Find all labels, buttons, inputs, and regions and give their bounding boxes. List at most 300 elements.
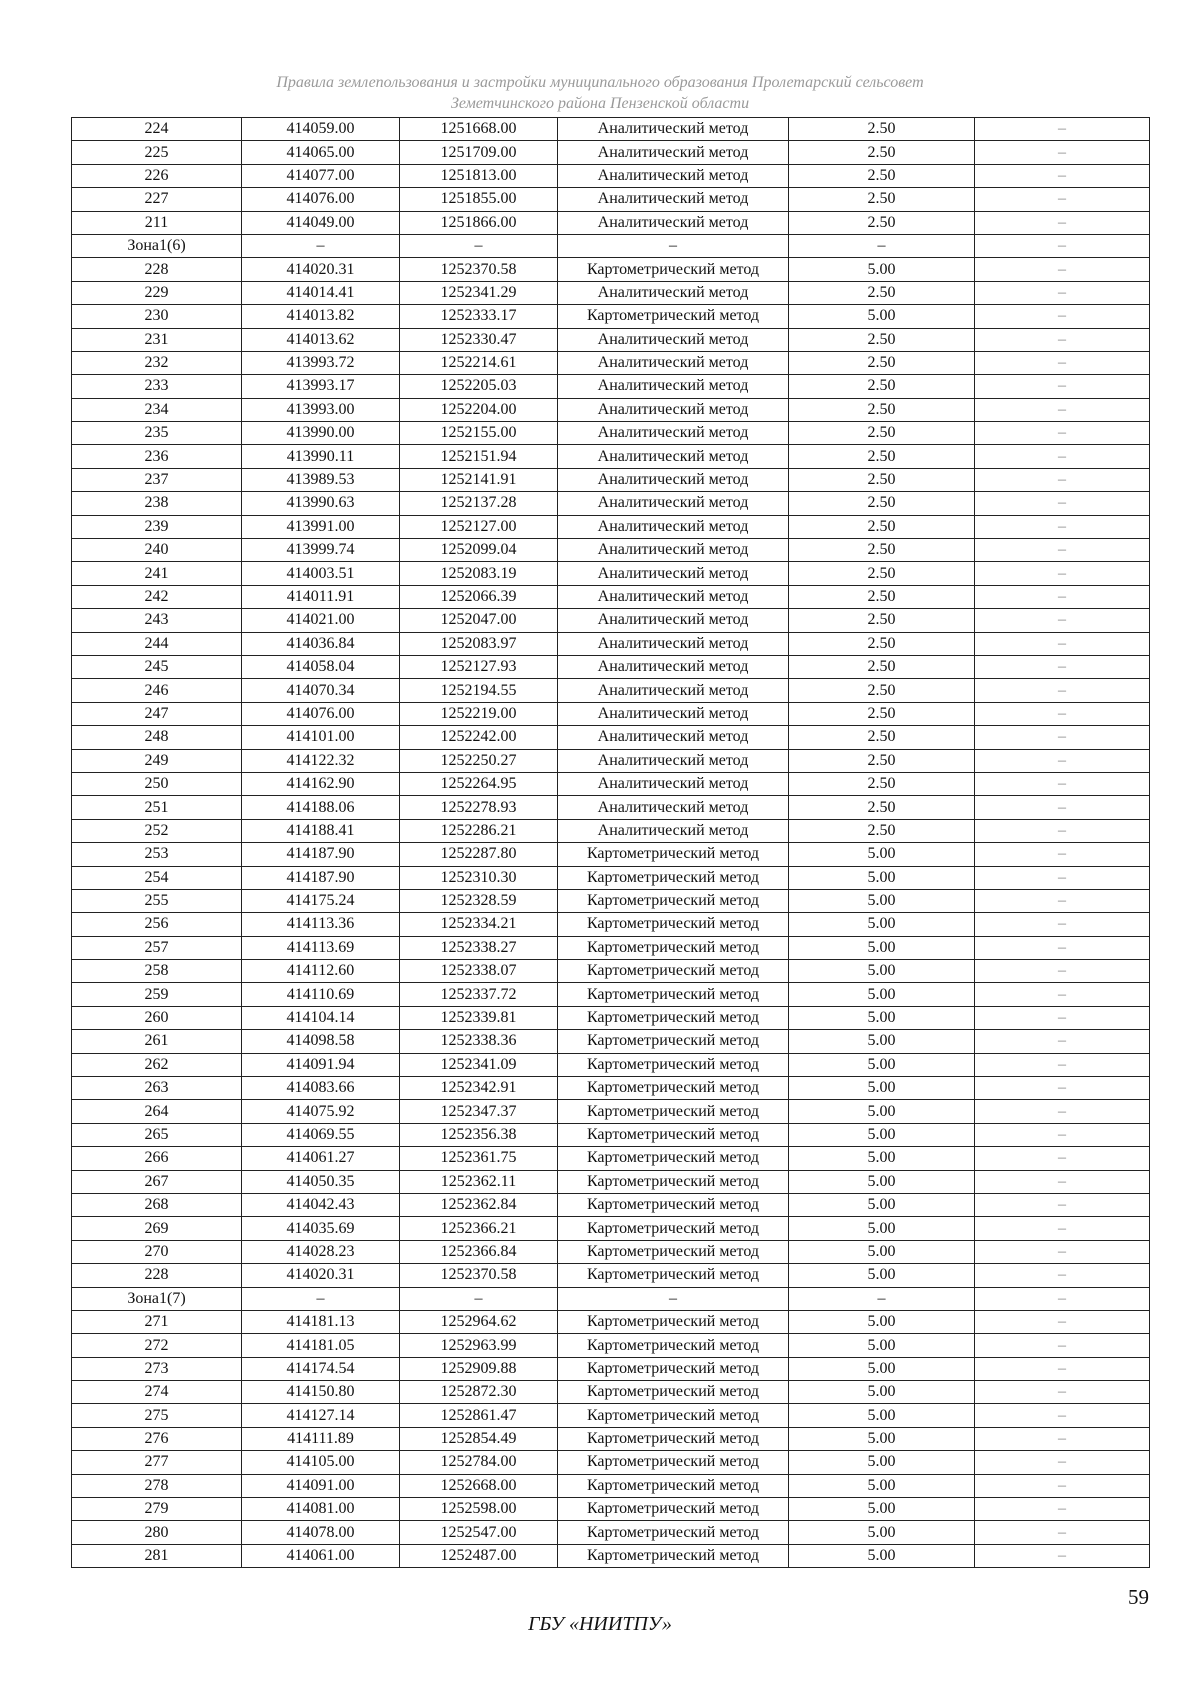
table-row <box>72 749 1150 772</box>
note-cell: – <box>975 1147 1150 1170</box>
point-number-cell: 268 <box>72 1193 242 1216</box>
method-cell: Картометрический метод <box>558 983 789 1006</box>
x-coordinate-cell: 414058.04 <box>242 655 400 678</box>
table-row <box>72 1077 1150 1100</box>
note-cell: – <box>975 188 1150 211</box>
y-coordinate-cell: 1252099.04 <box>400 539 558 562</box>
note-cell: – <box>975 1077 1150 1100</box>
table-row <box>72 936 1150 959</box>
accuracy-cell: 2.50 <box>789 819 975 842</box>
y-coordinate-cell: 1252083.97 <box>400 632 558 655</box>
x-coordinate-cell: 414105.00 <box>242 1451 400 1474</box>
note-cell: – <box>975 1287 1150 1310</box>
note-cell: – <box>975 1030 1150 1053</box>
point-number-cell: 224 <box>72 118 242 141</box>
accuracy-cell: 2.50 <box>789 749 975 772</box>
note-cell: – <box>975 328 1150 351</box>
table-row <box>72 609 1150 632</box>
note-cell: – <box>975 375 1150 398</box>
point-number-cell: 276 <box>72 1427 242 1450</box>
y-coordinate-cell: 1251668.00 <box>400 118 558 141</box>
method-cell: Аналитический метод <box>558 141 789 164</box>
point-number-cell: Зона1(6) <box>72 234 242 257</box>
point-number-cell: 230 <box>72 305 242 328</box>
note-cell: – <box>975 422 1150 445</box>
accuracy-cell: 5.00 <box>789 1240 975 1263</box>
method-cell: Аналитический метод <box>558 211 789 234</box>
table-row <box>72 422 1150 445</box>
coordinates-table-body <box>72 118 1150 1568</box>
table-row <box>72 796 1150 819</box>
x-coordinate-cell: 414013.62 <box>242 328 400 351</box>
accuracy-cell: 5.00 <box>789 1521 975 1544</box>
method-cell: Картометрический метод <box>558 960 789 983</box>
method-cell: Аналитический метод <box>558 796 789 819</box>
accuracy-cell: 2.50 <box>789 188 975 211</box>
accuracy-cell: 5.00 <box>789 960 975 983</box>
method-cell: Картометрический метод <box>558 305 789 328</box>
y-coordinate-cell: 1252362.84 <box>400 1193 558 1216</box>
table-row <box>72 1357 1150 1380</box>
note-cell: – <box>975 1334 1150 1357</box>
point-number-cell: 232 <box>72 351 242 374</box>
point-number-cell: 272 <box>72 1334 242 1357</box>
accuracy-cell: – <box>789 1287 975 1310</box>
point-number-cell: 273 <box>72 1357 242 1380</box>
accuracy-cell: 5.00 <box>789 1404 975 1427</box>
x-coordinate-cell: 414122.32 <box>242 749 400 772</box>
accuracy-cell: 5.00 <box>789 1264 975 1287</box>
point-number-cell: 229 <box>72 281 242 304</box>
y-coordinate-cell: 1252250.27 <box>400 749 558 772</box>
method-cell: Картометрический метод <box>558 1170 789 1193</box>
point-number-cell: 233 <box>72 375 242 398</box>
x-coordinate-cell: – <box>242 1287 400 1310</box>
point-number-cell: 275 <box>72 1404 242 1427</box>
table-row <box>72 398 1150 421</box>
point-number-cell: 267 <box>72 1170 242 1193</box>
y-coordinate-cell: 1252487.00 <box>400 1544 558 1567</box>
note-cell: – <box>975 281 1150 304</box>
accuracy-cell: 2.50 <box>789 609 975 632</box>
method-cell: Картометрический метод <box>558 1077 789 1100</box>
note-cell: – <box>975 1451 1150 1474</box>
table-row <box>72 1123 1150 1146</box>
note-cell: – <box>975 445 1150 468</box>
method-cell: Аналитический метод <box>558 468 789 491</box>
table-row <box>72 492 1150 515</box>
note-cell: – <box>975 258 1150 281</box>
note-cell: – <box>975 1427 1150 1450</box>
method-cell: Картометрический метод <box>558 258 789 281</box>
y-coordinate-cell: 1252333.17 <box>400 305 558 328</box>
point-number-cell: 253 <box>72 843 242 866</box>
method-cell: Аналитический метод <box>558 492 789 515</box>
table-row <box>72 819 1150 842</box>
note-cell: – <box>975 819 1150 842</box>
x-coordinate-cell: 414110.69 <box>242 983 400 1006</box>
point-number-cell: 247 <box>72 702 242 725</box>
y-coordinate-cell: 1251709.00 <box>400 141 558 164</box>
y-coordinate-cell: 1252370.58 <box>400 1264 558 1287</box>
y-coordinate-cell: 1252784.00 <box>400 1451 558 1474</box>
y-coordinate-cell: 1252328.59 <box>400 889 558 912</box>
note-cell: – <box>975 398 1150 421</box>
note-cell: – <box>975 1100 1150 1123</box>
y-coordinate-cell: 1252047.00 <box>400 609 558 632</box>
y-coordinate-cell: 1252219.00 <box>400 702 558 725</box>
method-cell: Картометрический метод <box>558 1240 789 1263</box>
note-cell: – <box>975 1474 1150 1497</box>
accuracy-cell: 5.00 <box>789 889 975 912</box>
table-row <box>72 655 1150 678</box>
y-coordinate-cell: 1252338.27 <box>400 936 558 959</box>
table-row <box>72 772 1150 795</box>
point-number-cell: 258 <box>72 960 242 983</box>
accuracy-cell: 2.50 <box>789 796 975 819</box>
point-number-cell: 235 <box>72 422 242 445</box>
x-coordinate-cell: 414013.82 <box>242 305 400 328</box>
note-cell: – <box>975 772 1150 795</box>
note-cell: – <box>975 632 1150 655</box>
point-number-cell: 259 <box>72 983 242 1006</box>
accuracy-cell: 2.50 <box>789 702 975 725</box>
method-cell: Картометрический метод <box>558 936 789 959</box>
accuracy-cell: 5.00 <box>789 258 975 281</box>
note-cell: – <box>975 936 1150 959</box>
method-cell: Картометрический метод <box>558 1404 789 1427</box>
note-cell: – <box>975 1240 1150 1263</box>
note-cell: – <box>975 234 1150 257</box>
method-cell: Картометрический метод <box>558 1498 789 1521</box>
y-coordinate-cell: 1252338.36 <box>400 1030 558 1053</box>
accuracy-cell: 2.50 <box>789 328 975 351</box>
method-cell: Аналитический метод <box>558 632 789 655</box>
x-coordinate-cell: 414175.24 <box>242 889 400 912</box>
point-number-cell: 264 <box>72 1100 242 1123</box>
x-coordinate-cell: 413990.11 <box>242 445 400 468</box>
point-number-cell: Зона1(7) <box>72 1287 242 1310</box>
note-cell: – <box>975 1498 1150 1521</box>
table-row <box>72 1451 1150 1474</box>
y-coordinate-cell: 1252668.00 <box>400 1474 558 1497</box>
table-row <box>72 632 1150 655</box>
method-cell: Аналитический метод <box>558 398 789 421</box>
accuracy-cell: 2.50 <box>789 492 975 515</box>
method-cell: Аналитический метод <box>558 655 789 678</box>
accuracy-cell: 5.00 <box>789 1544 975 1567</box>
accuracy-cell: 2.50 <box>789 281 975 304</box>
accuracy-cell: 2.50 <box>789 632 975 655</box>
note-cell: – <box>975 468 1150 491</box>
x-coordinate-cell: 414042.43 <box>242 1193 400 1216</box>
accuracy-cell: 5.00 <box>789 843 975 866</box>
note-cell: – <box>975 562 1150 585</box>
accuracy-cell: 5.00 <box>789 1193 975 1216</box>
point-number-cell: 231 <box>72 328 242 351</box>
note-cell: – <box>975 1217 1150 1240</box>
point-number-cell: 256 <box>72 913 242 936</box>
point-number-cell: 260 <box>72 1006 242 1029</box>
method-cell: Аналитический метод <box>558 422 789 445</box>
accuracy-cell: 2.50 <box>789 398 975 421</box>
point-number-cell: 236 <box>72 445 242 468</box>
note-cell: – <box>975 1123 1150 1146</box>
point-number-cell: 246 <box>72 679 242 702</box>
table-row <box>72 843 1150 866</box>
y-coordinate-cell: 1251855.00 <box>400 188 558 211</box>
y-coordinate-cell: 1252214.61 <box>400 351 558 374</box>
note-cell: – <box>975 983 1150 1006</box>
point-number-cell: 245 <box>72 655 242 678</box>
table-row <box>72 515 1150 538</box>
accuracy-cell: 5.00 <box>789 1381 975 1404</box>
accuracy-cell: 2.50 <box>789 655 975 678</box>
y-coordinate-cell: 1252127.00 <box>400 515 558 538</box>
method-cell: Картометрический метод <box>558 1006 789 1029</box>
point-number-cell: 278 <box>72 1474 242 1497</box>
note-cell: – <box>975 866 1150 889</box>
x-coordinate-cell: 414181.05 <box>242 1334 400 1357</box>
method-cell: Картометрический метод <box>558 889 789 912</box>
x-coordinate-cell: 414061.00 <box>242 1544 400 1567</box>
note-cell: – <box>975 1170 1150 1193</box>
accuracy-cell: 5.00 <box>789 983 975 1006</box>
accuracy-cell: 2.50 <box>789 375 975 398</box>
y-coordinate-cell: 1252366.21 <box>400 1217 558 1240</box>
accuracy-cell: 2.50 <box>789 468 975 491</box>
table-row <box>72 1310 1150 1333</box>
y-coordinate-cell: – <box>400 1287 558 1310</box>
method-cell: Картометрический метод <box>558 1053 789 1076</box>
y-coordinate-cell: 1252362.11 <box>400 1170 558 1193</box>
table-row <box>72 1170 1150 1193</box>
method-cell: Картометрический метод <box>558 913 789 936</box>
header-line-1: Правила землепользования и застройки муниципального образования Пролетарский сельсовет <box>276 74 924 91</box>
y-coordinate-cell: 1252141.91 <box>400 468 558 491</box>
x-coordinate-cell: 414111.89 <box>242 1427 400 1450</box>
accuracy-cell: 5.00 <box>789 305 975 328</box>
point-number-cell: 281 <box>72 1544 242 1567</box>
accuracy-cell: 5.00 <box>789 1100 975 1123</box>
accuracy-cell: 5.00 <box>789 1357 975 1380</box>
coordinates-table <box>71 117 1150 1568</box>
table-row <box>72 539 1150 562</box>
point-number-cell: 237 <box>72 468 242 491</box>
accuracy-cell: 5.00 <box>789 1310 975 1333</box>
note-cell: – <box>975 702 1150 725</box>
y-coordinate-cell: 1252341.09 <box>400 1053 558 1076</box>
organization-footer: ГБУ «НИИТПУ» <box>528 1613 672 1635</box>
point-number-cell: 252 <box>72 819 242 842</box>
x-coordinate-cell: 414078.00 <box>242 1521 400 1544</box>
y-coordinate-cell: 1252909.88 <box>400 1357 558 1380</box>
y-coordinate-cell: 1252598.00 <box>400 1498 558 1521</box>
method-cell: Картометрический метод <box>558 866 789 889</box>
table-row <box>72 1498 1150 1521</box>
table-row <box>72 1334 1150 1357</box>
y-coordinate-cell: 1252286.21 <box>400 819 558 842</box>
accuracy-cell: 5.00 <box>789 1451 975 1474</box>
method-cell: Аналитический метод <box>558 562 789 585</box>
x-coordinate-cell: 414014.41 <box>242 281 400 304</box>
x-coordinate-cell: 414081.00 <box>242 1498 400 1521</box>
method-cell: Картометрический метод <box>558 1427 789 1450</box>
x-coordinate-cell: 414187.90 <box>242 866 400 889</box>
accuracy-cell: 5.00 <box>789 1474 975 1497</box>
y-coordinate-cell: – <box>400 234 558 257</box>
y-coordinate-cell: 1252339.81 <box>400 1006 558 1029</box>
note-cell: – <box>975 726 1150 749</box>
method-cell: Аналитический метод <box>558 445 789 468</box>
accuracy-cell: 5.00 <box>789 866 975 889</box>
x-coordinate-cell: 414113.69 <box>242 936 400 959</box>
table-row <box>72 585 1150 608</box>
method-cell: Аналитический метод <box>558 819 789 842</box>
method-cell: Картометрический метод <box>558 1264 789 1287</box>
x-coordinate-cell: 414127.14 <box>242 1404 400 1427</box>
method-cell: Аналитический метод <box>558 726 789 749</box>
header-line-2: Земетчинского района Пензенской области <box>450 95 750 112</box>
x-coordinate-cell: 414003.51 <box>242 562 400 585</box>
accuracy-cell: 2.50 <box>789 445 975 468</box>
x-coordinate-cell: 414187.90 <box>242 843 400 866</box>
point-number-cell: 250 <box>72 772 242 795</box>
table-row <box>72 1287 1150 1310</box>
note-cell: – <box>975 679 1150 702</box>
point-number-cell: 251 <box>72 796 242 819</box>
accuracy-cell: 5.00 <box>789 913 975 936</box>
point-number-cell: 254 <box>72 866 242 889</box>
note-cell: – <box>975 305 1150 328</box>
point-number-cell: 266 <box>72 1147 242 1170</box>
method-cell: Аналитический метод <box>558 749 789 772</box>
note-cell: – <box>975 351 1150 374</box>
accuracy-cell: 5.00 <box>789 1498 975 1521</box>
method-cell: Картометрический метод <box>558 1544 789 1567</box>
table-row <box>72 1053 1150 1076</box>
table-row <box>72 375 1150 398</box>
note-cell: – <box>975 843 1150 866</box>
y-coordinate-cell: 1252347.37 <box>400 1100 558 1123</box>
y-coordinate-cell: 1252872.30 <box>400 1381 558 1404</box>
x-coordinate-cell: 413990.63 <box>242 492 400 515</box>
point-number-cell: 249 <box>72 749 242 772</box>
table-row <box>72 188 1150 211</box>
table-row <box>72 1100 1150 1123</box>
x-coordinate-cell: 414036.84 <box>242 632 400 655</box>
y-coordinate-cell: 1252127.93 <box>400 655 558 678</box>
method-cell: Картометрический метод <box>558 1451 789 1474</box>
table-row <box>72 445 1150 468</box>
table-row <box>72 1474 1150 1497</box>
note-cell: – <box>975 118 1150 141</box>
note-cell: – <box>975 1053 1150 1076</box>
table-row <box>72 118 1150 141</box>
x-coordinate-cell: 414181.13 <box>242 1310 400 1333</box>
method-cell: Аналитический метод <box>558 609 789 632</box>
method-cell: Картометрический метод <box>558 843 789 866</box>
point-number-cell: 238 <box>72 492 242 515</box>
table-row <box>72 234 1150 257</box>
accuracy-cell: 2.50 <box>789 141 975 164</box>
point-number-cell: 265 <box>72 1123 242 1146</box>
y-coordinate-cell: 1252278.93 <box>400 796 558 819</box>
table-row <box>72 866 1150 889</box>
x-coordinate-cell: 414069.55 <box>242 1123 400 1146</box>
x-coordinate-cell: 414098.58 <box>242 1030 400 1053</box>
x-coordinate-cell: 414174.54 <box>242 1357 400 1380</box>
y-coordinate-cell: 1252370.58 <box>400 258 558 281</box>
point-number-cell: 269 <box>72 1217 242 1240</box>
y-coordinate-cell: 1252310.30 <box>400 866 558 889</box>
point-number-cell: 239 <box>72 515 242 538</box>
note-cell: – <box>975 1193 1150 1216</box>
point-number-cell: 257 <box>72 936 242 959</box>
point-number-cell: 279 <box>72 1498 242 1521</box>
x-coordinate-cell: 413993.17 <box>242 375 400 398</box>
note-cell: – <box>975 1544 1150 1567</box>
table-row <box>72 1240 1150 1263</box>
note-cell: – <box>975 539 1150 562</box>
method-cell: – <box>558 1287 789 1310</box>
x-coordinate-cell: 414077.00 <box>242 164 400 187</box>
accuracy-cell: 5.00 <box>789 936 975 959</box>
y-coordinate-cell: 1252151.94 <box>400 445 558 468</box>
y-coordinate-cell: 1252205.03 <box>400 375 558 398</box>
x-coordinate-cell: 413991.00 <box>242 515 400 538</box>
table-row <box>72 211 1150 234</box>
point-number-cell: 243 <box>72 609 242 632</box>
table-row <box>72 960 1150 983</box>
note-cell: – <box>975 1264 1150 1287</box>
method-cell: Аналитический метод <box>558 679 789 702</box>
note-cell: – <box>975 492 1150 515</box>
x-coordinate-cell: 414150.80 <box>242 1381 400 1404</box>
x-coordinate-cell: 414101.00 <box>242 726 400 749</box>
point-number-cell: 280 <box>72 1521 242 1544</box>
method-cell: Аналитический метод <box>558 164 789 187</box>
method-cell: Картометрический метод <box>558 1474 789 1497</box>
accuracy-cell: 2.50 <box>789 772 975 795</box>
note-cell: – <box>975 515 1150 538</box>
accuracy-cell: 5.00 <box>789 1123 975 1146</box>
accuracy-cell: 2.50 <box>789 539 975 562</box>
method-cell: Картометрический метод <box>558 1381 789 1404</box>
method-cell: Картометрический метод <box>558 1521 789 1544</box>
x-coordinate-cell: 414076.00 <box>242 188 400 211</box>
y-coordinate-cell: 1251866.00 <box>400 211 558 234</box>
table-row <box>72 1381 1150 1404</box>
point-number-cell: 240 <box>72 539 242 562</box>
accuracy-cell: 2.50 <box>789 515 975 538</box>
accuracy-cell: 2.50 <box>789 562 975 585</box>
y-coordinate-cell: 1252083.19 <box>400 562 558 585</box>
point-number-cell: 228 <box>72 258 242 281</box>
accuracy-cell: 5.00 <box>789 1030 975 1053</box>
y-coordinate-cell: 1252334.21 <box>400 913 558 936</box>
x-coordinate-cell: 413990.00 <box>242 422 400 445</box>
x-coordinate-cell: 414076.00 <box>242 702 400 725</box>
x-coordinate-cell: 414035.69 <box>242 1217 400 1240</box>
x-coordinate-cell: 414049.00 <box>242 211 400 234</box>
method-cell: Картометрический метод <box>558 1310 789 1333</box>
note-cell: – <box>975 960 1150 983</box>
accuracy-cell: 5.00 <box>789 1170 975 1193</box>
x-coordinate-cell: 414065.00 <box>242 141 400 164</box>
note-cell: – <box>975 1357 1150 1380</box>
x-coordinate-cell: 414061.27 <box>242 1147 400 1170</box>
